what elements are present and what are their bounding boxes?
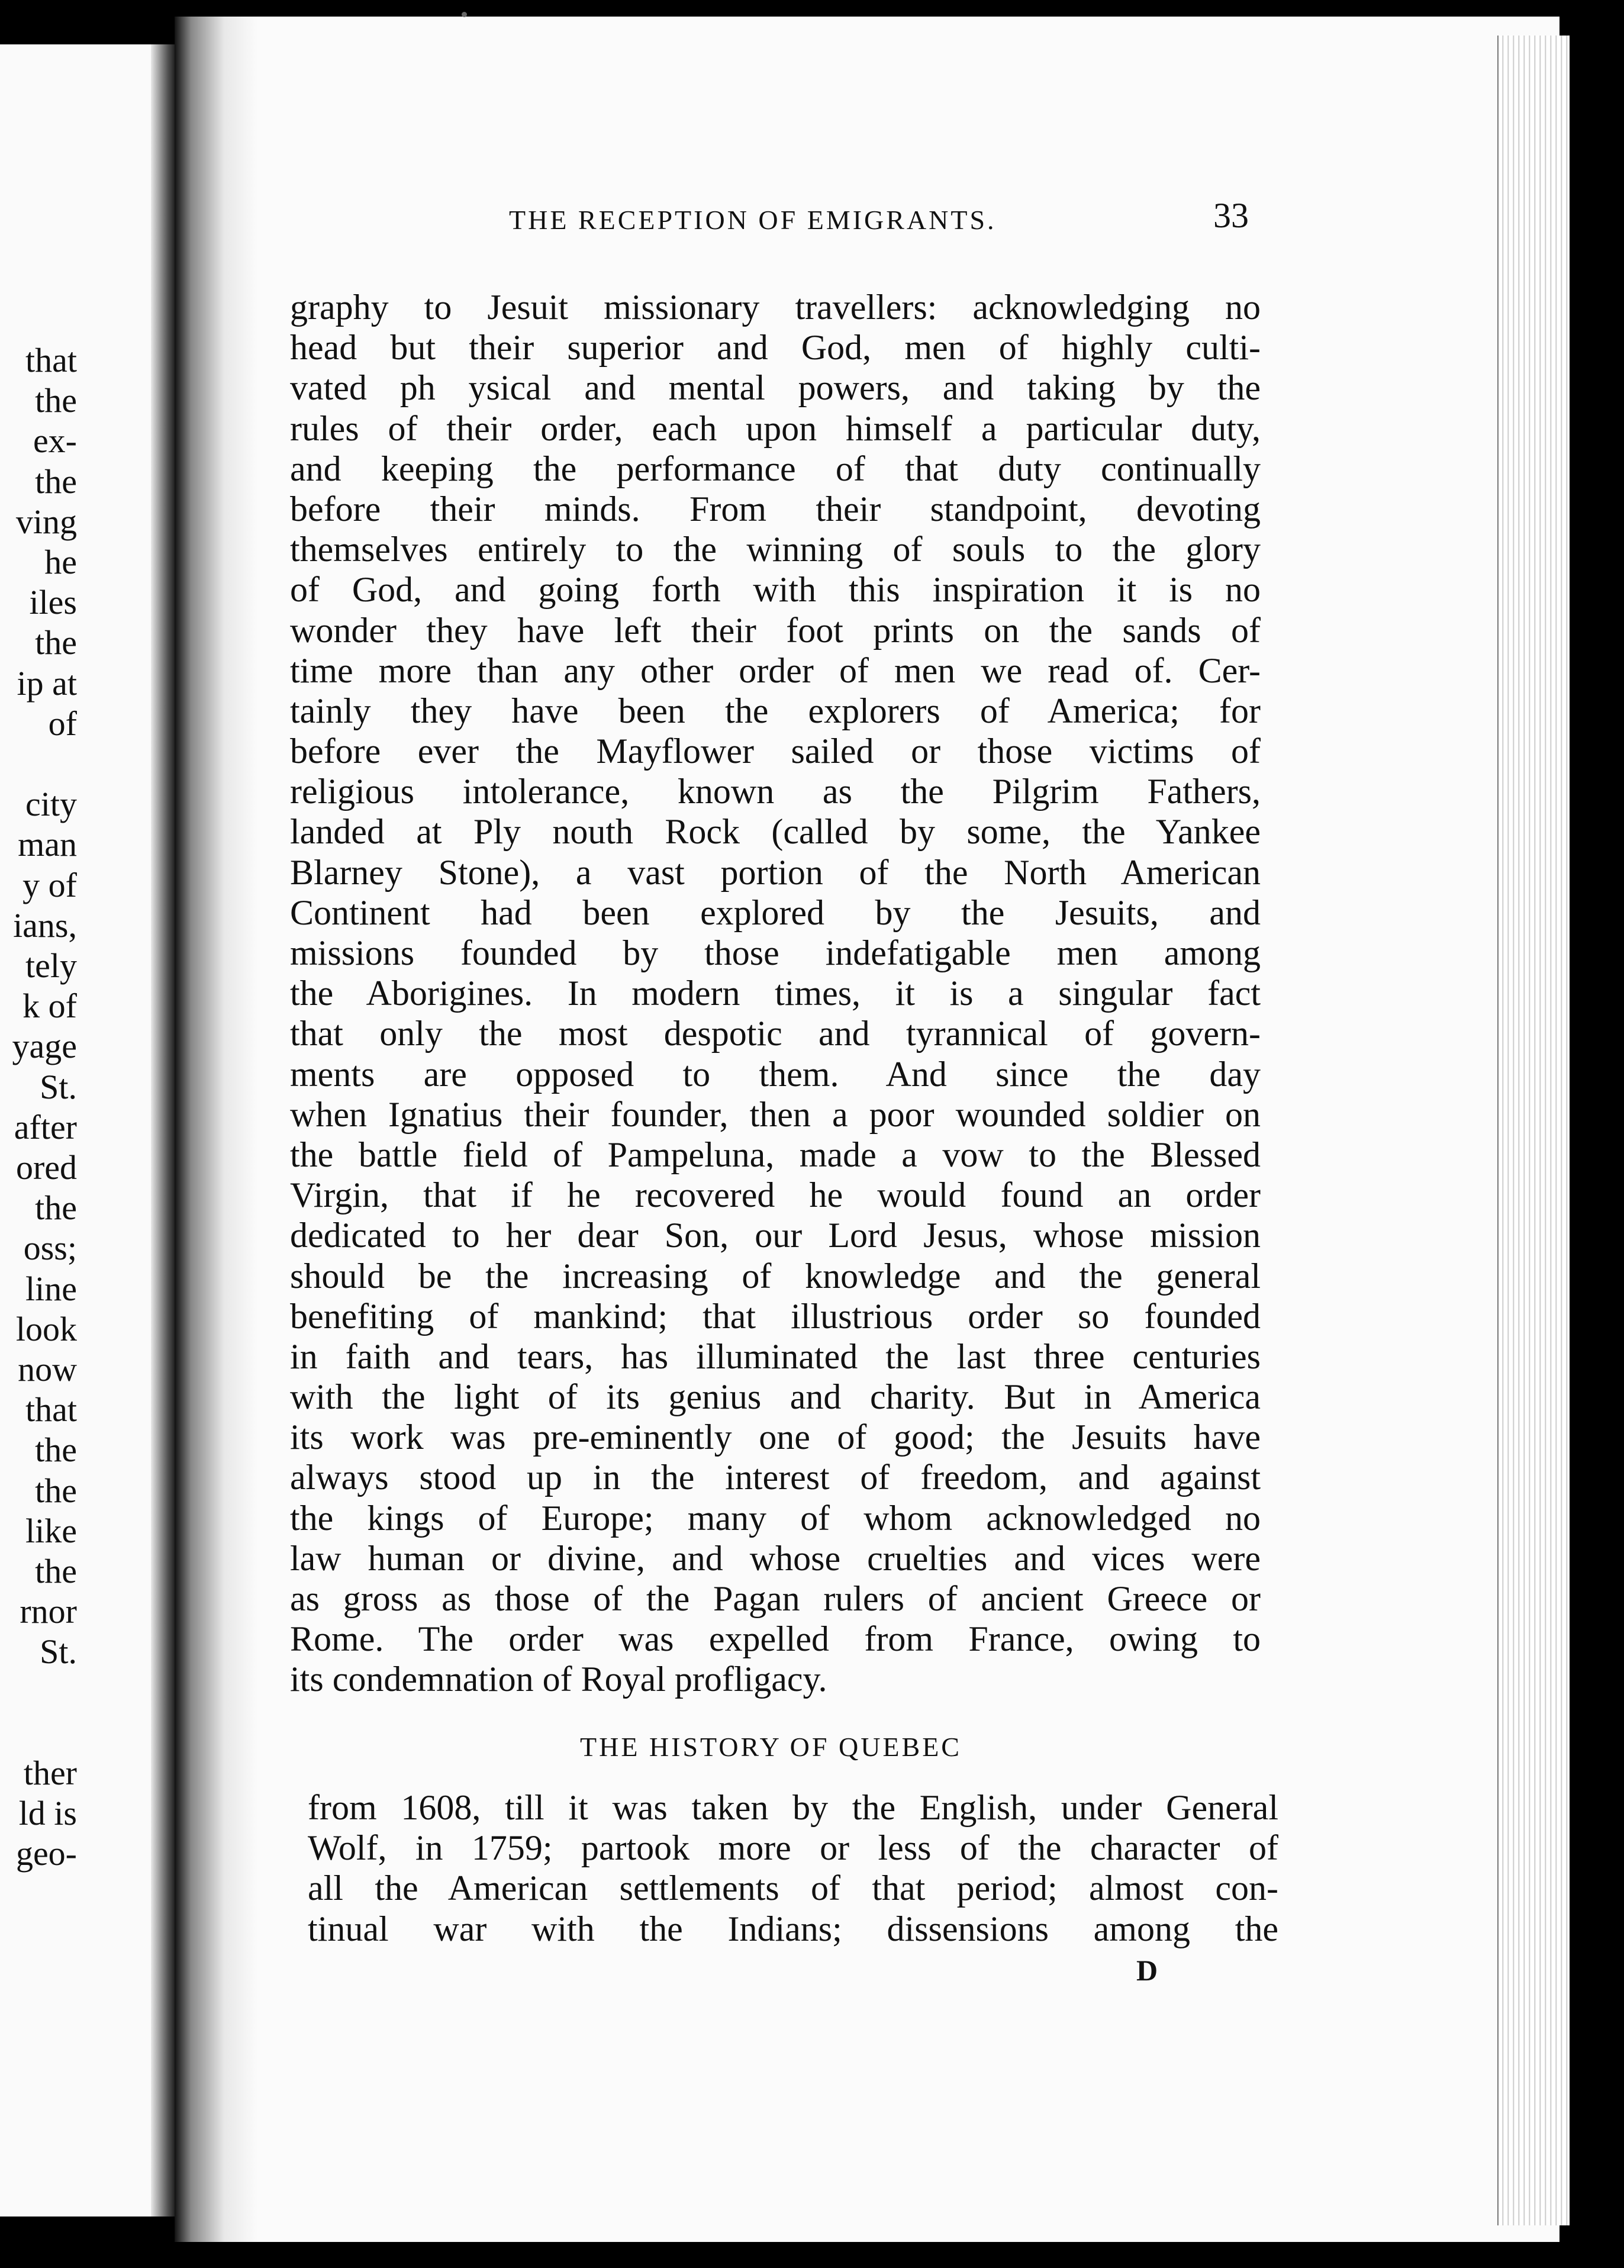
text-line: vated ph ysical and mental powers, and taking by the [290, 368, 1261, 408]
text-line: Continent had been explored by the Jesuits, and [290, 893, 1261, 932]
text-line: landed at Ply nouth Rock (called by some, the Yankee [290, 812, 1261, 852]
text-line: dedicated to her dear Son, our Lord Jesus, whose mission [290, 1216, 1261, 1255]
facing-page-fragment: of [48, 704, 77, 743]
page-edges [1497, 36, 1570, 2225]
text-line: Rome. The order was expelled from France, owing to [290, 1619, 1261, 1659]
text-line: the kings of Europe; many of whom acknowledged no [290, 1498, 1261, 1538]
running-head: THE RECEPTION OF EMIGRANTS. [509, 205, 997, 235]
facing-page-fragment: ip at [17, 663, 77, 703]
facing-page-fragment: y of [22, 865, 77, 904]
facing-page-fragment: geo- [15, 1834, 77, 1873]
facing-page-fragment: look [15, 1309, 77, 1348]
section-heading: THE HISTORY OF QUEBEC [580, 1732, 962, 1762]
facing-page-fragment: the [35, 1552, 77, 1590]
facing-page-fragment: k of [22, 987, 77, 1026]
text-line: graphy to Jesuit missionary travellers: acknowledging no [290, 288, 1261, 327]
scan-speck [462, 12, 467, 17]
text-line: in faith and tears, has illuminated the last three centuries [290, 1336, 1261, 1376]
text-line: Wolf, in 1759; partook more or less of the character of [308, 1828, 1278, 1868]
scan-speck [1595, 769, 1601, 780]
text-line: benefiting of mankind; that illustrious order so founded [290, 1296, 1261, 1336]
text-line: Virgin, that if he recovered he would found an order [290, 1175, 1261, 1215]
page-number: 33 [1213, 196, 1249, 235]
body-text-continued [308, 1787, 1278, 1949]
text-line: when Ignatius their founder, then a poor wounded soldier on [290, 1094, 1261, 1134]
facing-page-fragment: the [35, 1431, 77, 1470]
facing-page-fragment: rnor [20, 1592, 77, 1631]
facing-page-fragment: line [25, 1269, 77, 1308]
facing-page-fragment: the [35, 623, 77, 662]
facing-page-fragment: like [25, 1511, 77, 1550]
body-text [290, 287, 1261, 1700]
text-line: the battle field of Pampeluna, made a vow to the Blessed [290, 1135, 1261, 1174]
text-line: before their minds. From their standpoint, devoting [290, 489, 1261, 529]
facing-page-fragment: ians, [13, 906, 77, 945]
text-line: always stood up in the interest of freedom, and against [290, 1458, 1261, 1497]
facing-page-fragment: oss; [23, 1229, 77, 1268]
facing-page-fragment: man [18, 825, 77, 864]
text-line: wonder they have left their foot prints on the sands of [290, 610, 1261, 650]
text-line: tinual war with the Indians; dissensions among the [308, 1909, 1278, 1948]
text-line: as gross as those of the Pagan rulers of ancient Greece or [290, 1579, 1261, 1618]
facing-page-fragment: after [14, 1107, 77, 1146]
text-line: of God, and going forth with this inspiration it is no [290, 570, 1261, 610]
facing-page-fragment: that [25, 1390, 77, 1429]
facing-page-fragment: St. [40, 1632, 77, 1671]
facing-page-fragment: city [25, 785, 77, 824]
text-line: and keeping the performance of that duty continually [290, 449, 1261, 488]
text-line: head but their superior and God, men of highly culti- [290, 328, 1261, 368]
facing-page-fragment: he [44, 543, 77, 581]
text-line: missions founded by those indefatigable men among [290, 933, 1261, 972]
facing-page-fragment: tely [25, 946, 77, 985]
facing-page-fragment: iles [29, 583, 77, 622]
facing-page-fragment: ther [23, 1754, 77, 1792]
text-line: themselves entirely to the winning of souls to the glory [290, 530, 1261, 569]
text-line: its work was pre-eminently one of good; the Jesuits have [290, 1418, 1261, 1457]
facing-page-fragment: ex- [33, 421, 77, 460]
facing-page-gutter [151, 44, 175, 2217]
text-line: all the American settlements of that period; almost con- [308, 1868, 1278, 1908]
facing-page-fragment: the [35, 381, 77, 420]
facing-page-fragment: the [35, 1188, 77, 1228]
text-line: law human or divine, and whose cruelties and vices were [290, 1538, 1261, 1578]
facing-page-fragment: the [35, 462, 77, 501]
text-line: tainly they have been the explorers of America; for [290, 691, 1261, 730]
text-line: its condemnation of Royal profligacy. [290, 1660, 827, 1699]
text-line: that only the most despotic and tyrannical of govern- [290, 1014, 1261, 1054]
signature-mark: D [1136, 1954, 1158, 1987]
facing-page-fragment: now [18, 1350, 77, 1388]
text-line: with the light of its genius and charity. But in America [290, 1377, 1261, 1417]
text-line: the Aborigines. In modern times, it is a singular fact [290, 974, 1261, 1013]
facing-page-fragment: that [25, 341, 77, 379]
facing-page-fragment: St. [40, 1067, 77, 1106]
text-line: rules of their order, each upon himself a particular duty, [290, 408, 1261, 448]
text-line: should be the increasing of knowledge and the general [290, 1256, 1261, 1296]
text-line: ments are opposed to them. And since the day [290, 1054, 1261, 1094]
text-line: from 1608, till it was taken by the English, under General [308, 1788, 1278, 1827]
text-line: Blarney Stone), a vast portion of the North American [290, 852, 1261, 892]
facing-page-fragment: yage [12, 1027, 77, 1066]
facing-page-fragment: the [35, 1471, 77, 1510]
text-line: time more than any other order of men we read of. Cer- [290, 650, 1261, 690]
scan-speck [1583, 145, 1588, 151]
main-page-gutter-shadow [175, 17, 257, 2242]
text-line: religious intolerance, known as the Pilgrim Fathers, [290, 772, 1261, 811]
facing-page-fragment: ving [15, 502, 77, 541]
facing-page-fragment: ored [15, 1148, 77, 1187]
facing-page-fragment: ld is [18, 1794, 77, 1833]
text-line: before ever the Mayflower sailed or those victims of [290, 732, 1261, 771]
